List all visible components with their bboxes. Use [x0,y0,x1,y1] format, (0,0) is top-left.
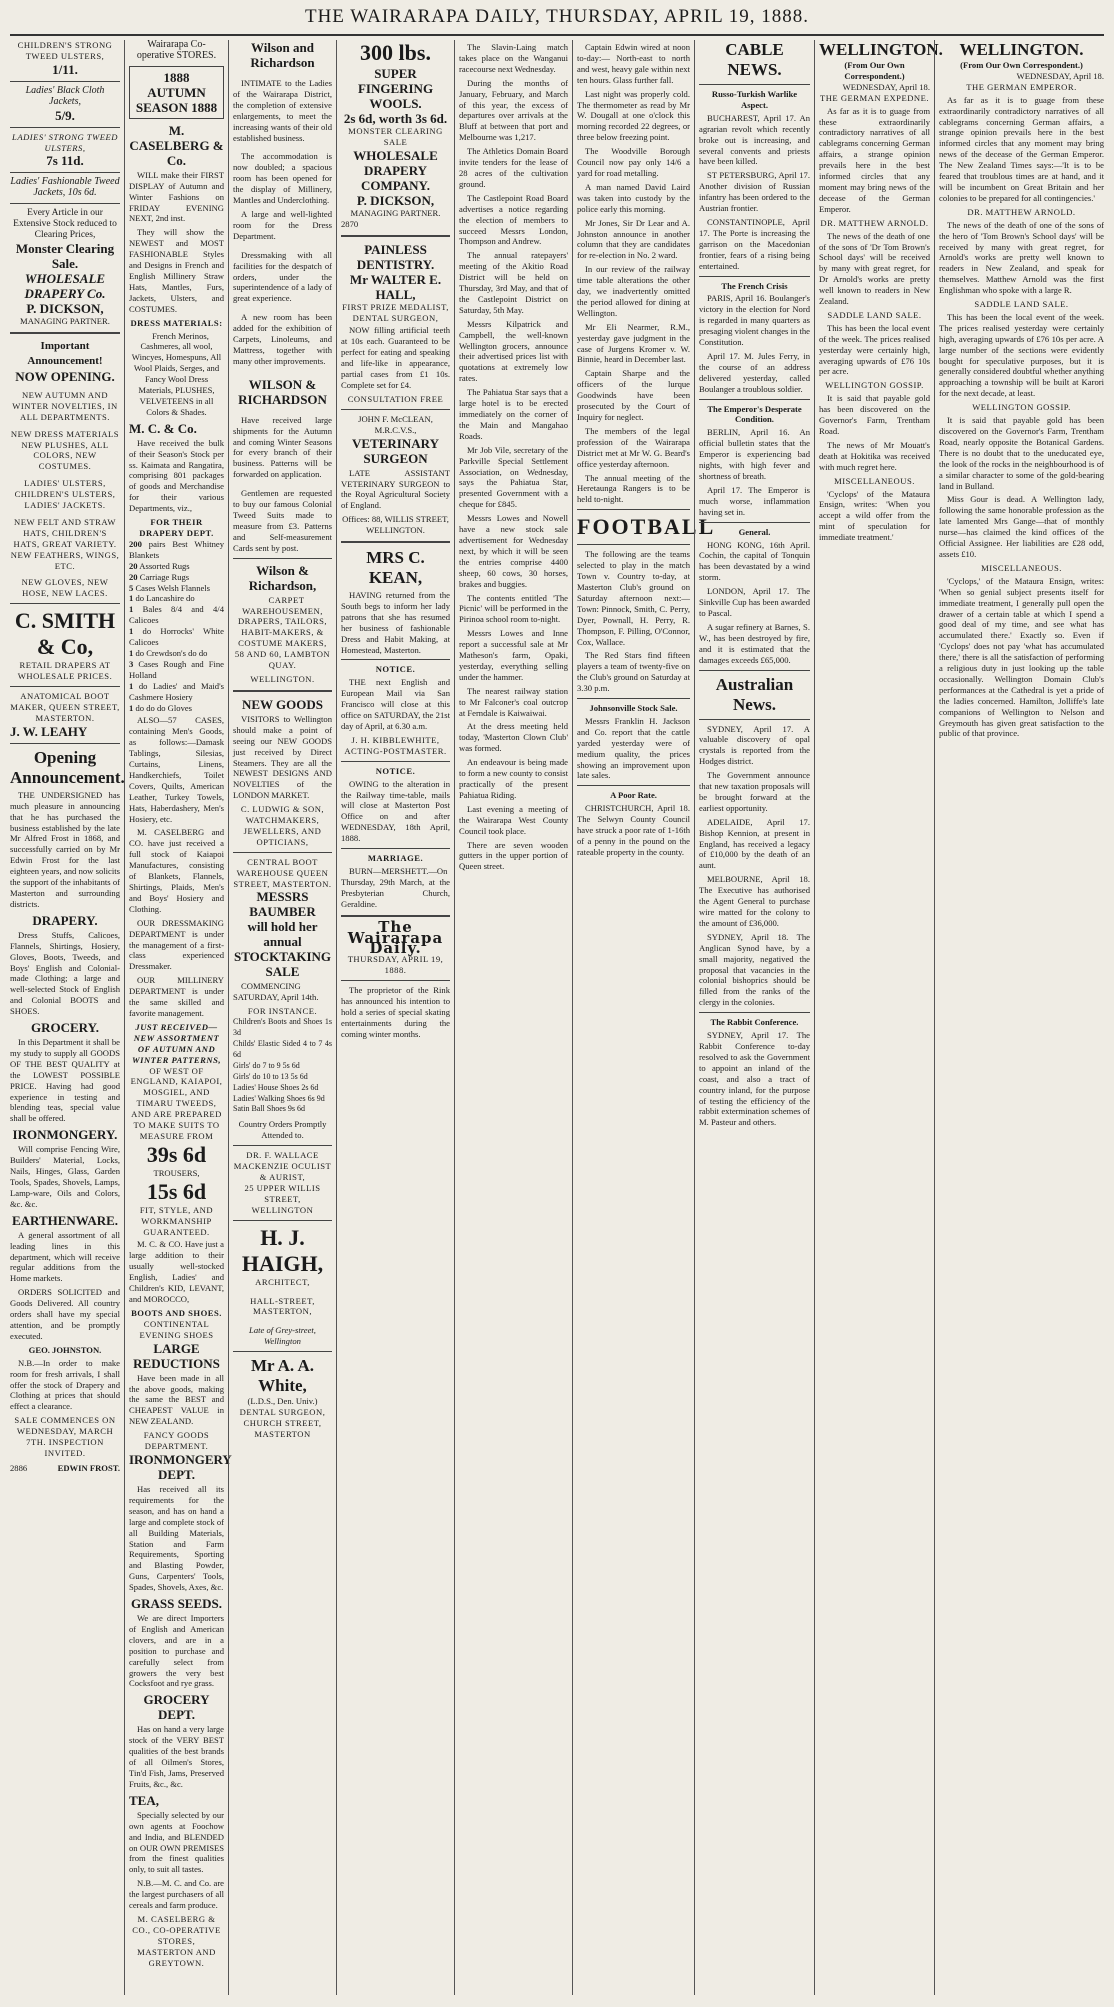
notice-text: THE next English and European Mail via San Francisco will close at this office on SATURDAY, the 21st day of April, at 6.30 a.m. [341,677,450,731]
grass-text: We are direct Importers of English and American clovers, and are in a position to purchase and carefully select from growers the very best Cocksfoot and rye grass. [129,1613,224,1689]
drapery-head: DRAPERY. [32,912,98,928]
drapery-item: 1 Bales 8/4 and 4/4 Calicoes [129,604,224,626]
column-9 [934,40,1108,1995]
boots-head: BOOTS AND SHOES. [131,1307,222,1318]
jewellers: C. LUDWIG & SON, WATCHMAKERS, JEWELLERS, AND OPTICIANS, [240,804,325,847]
drapery-item: 1 do Ladies' and Maid's Cashmere Hosiery [129,680,225,702]
wr-intro: INTIMATE to the Ladies of the Wairarapa District, the completion of extensive enlargements, to meet the increasing wants of their old established business. [233,78,332,143]
letter-item: As far as it is to guage from these extraordinarily contradictory narratives of all cablegrams concerning German affairs, a strange opinion prevails here in the best informed circles that any moment may bring news of the decease of the German Emperor. [819,105,930,214]
large-reductions: LARGE REDUCTIONS [133,1340,220,1371]
war-head: Russo-Turkish Warlike Aspect. [711,89,798,110]
wool-qty: 300 lbs. [360,40,431,65]
earthenware-text: A general assortment of all leading lines in this department, which will receive regular additions from the Home markets. [10,1229,120,1284]
column-8 [814,40,943,1995]
cable-item: SYDNEY, April 17. A valuable discovery of opal crystals is reported from the Hodges district. [699,723,810,767]
wr-dressmaking: Dressmaking with all facilities for the despatch of orders, under the superintendence of a lady of great experience. [233,249,332,304]
iron-dept-head: IRONMONGERY DEPT. [129,1451,232,1482]
news-item: The Woodville Borough Council now pay only 14/6 a yard for road metalling. [577,146,690,178]
coop-title: Wairarapa Co-operative STORES. [136,39,217,61]
dentist-text: NOW filling artificial teeth at 10s each. Guaranteed to be perfect for eating and speaking and life-like in appearance, partial cases from £1 10s. Complete set for £4. [341,325,450,390]
caselberg-sig: M. CASELBERG & CO., CO-OPERATIVE STORES, MASTERTON AND GREYTOWN. [132,1913,221,1968]
paper-title: The Wairarapa Daily. [347,917,444,958]
cable-item: A sugar refinery at Barnes, S. W., has been destroyed by fire, and it is estimated that the damages exceeds £65,000. [699,621,810,665]
wr-dress: A large and well-lighted room for the Dress Department. [233,208,332,241]
wellington-sub: (From Our Own Correspondent.) [960,60,1083,70]
leahy-head: ANATOMICAL BOOT MAKER, QUEEN STREET, MASTERTON. [10,691,120,723]
cable-item: The Government announce that new taxation proposals will be brought forward at the earliest opportunity. [699,770,810,813]
announcement-head: Important Announcement! [27,339,103,367]
ad-dickson: P. DICKSON, [26,300,104,316]
wr-patterns: Have received large shipments for the Autumn and coming Winter Seasons for every branch of their business. Patterns will be forwarded on application. [233,414,332,480]
poor-rate-head: A Poor Rate. [610,790,657,801]
letter-item: 'Cyclops,' of the Mataura Ensign, writes: 'When so genial subject presents itself for immediate treatment, I generally pull open the drawer of a certain table at which I spend a good deal of my time, and see what has accumulated there.' Exactly so. Even if 'Cyclops' does not pay 'what has accumulated there,' there is all the satisfaction of performing a religious duty in just looking up the table occasionally. Wellington Domain Club's performances at the Cathedral is yet a pride of the ladies concerned. Hamilton, Jolliffe's late companions of Wellington to Nelson and Greymouth has given great satisfaction to the public of that province. [939,575,1104,739]
wr-gentlemen: Gentlemen are requested to buy our famous Colonial Tweed Suits made to measure from £3. Patterns and Self-measurement Cards sent by post. [233,488,332,553]
german-head-left: THE GERMAN EXPEDNE. [819,92,930,103]
kean-name: MRS C. KEAN, [366,548,425,588]
arnold-head: DR. MATTHEW ARNOLD. [967,206,1076,217]
white-text: DENTAL SURGEON, CHURCH STREET, MASTERTON [239,1407,326,1439]
cable-item: SYDNEY, April 17. The Rabbit Conference to-day resolved to ask the Government to appoint an inland of the coast, and also a tract of country inland, for the purpose of testing the efficiency of the rabbit extermination schemes of M. Pasteur and others. [699,1030,810,1128]
nb-cereals: N.B.—M. C. and Co. are the largest purchasers of all cereals and farm produce. [129,1878,224,1911]
autumn-patterns: JUST RECEIVED—NEW ASSORTMENT OF AUTUMN AND WINTER PATTERNS, [131,1021,222,1065]
misc-head: MISCELLANEOUS. [981,562,1062,573]
column-4 [336,40,454,1995]
ad-clearing-text: Every Article in our Extensive Stock reduced to Clearing Prices, [13,208,117,241]
new-dress: NEW DRESS MATERIALS NEW PLUSHES, ALL COLORS, NEW COSTUMES. [10,428,120,472]
letter-item: It is said that payable gold has been discovered on the Governor's Farm, Trentham Road, nearly opposite the Botanical Gardens. There is no doubt that to the uneducated eye, the look of the rocks in the neighbourhood is of a similar character to some of the gold-bearing land in Bulland. [939,415,1104,491]
trousers-price: 15s 6d [146,1178,207,1204]
poor-rate-text: CHRISTCHURCH, April 18. The Selwyn County Council have struck a poor rate of 1-16th of a penny in the pound on the rateable property in the county. [577,803,690,857]
fancy-goods-head: FANCY GOODS DEPARTMENT. [143,1430,210,1452]
cable-item: ADELAIDE, April 17. Bishop Kennion, at present in England, has received a legacy of £10,000 by the death of an aunt. [699,816,810,871]
mc-text: Have received the bulk of their Season's Stock per ss. Kaimata and Rangatira, comprising 801 packages of goods and Merchandise for their various Departments, viz., [129,437,224,514]
news-item: There are seven wooden gutters in the upper portion of Queen street. [459,839,568,872]
wellington-sub-left: (From Our Own Correspondent.) [844,60,905,81]
ad-code: 2870 [341,218,359,229]
ad-ulsters-price: 1/11. [52,61,78,77]
dickson-name: P. DICKSON, [356,192,435,208]
news-item: Messrs Kilpatrick and Campbell, the well-known Wellington grocers, announce their advertised prices list with quotations at extremely low rates. [459,318,568,384]
german-head: THE GERMAN EMPEROR. [966,81,1077,92]
price-row: Childs' Elastic Sided 4 to 7 4s 6d [233,1039,332,1059]
letter-item: This has been the local event of the week. The prices realised yesterday were certainly high, averaging upwards of £76 10s per acre. A large number of the sections were evidently bought for speculative purposes, but it is generally considered doubtful whether anything approaching a township will be built at Karori for the next decade, at least. [939,311,1104,399]
cable-item: BERLIN, April 16. An official bulletin states that the Emperor is experiencing bad nights, with high fever and shortness of breath. [699,427,810,481]
price-row: Girls' do 10 to 13 5s 6d [233,1071,308,1081]
notice2-text: OWING to the alteration in the Railway time-table, mails will close at Masterton Post Office on and after WEDNESDAY, 18th April, 1888. [341,778,450,844]
football-text-2: The Red Stars find fifteen players a team of twenty-five on the Club's ground on Saturday at 3.30 p.m. [577,650,690,694]
wool-price: 2s 6d, worth 3s 6d. [343,111,448,126]
notice2-head: NOTICE. [375,765,416,776]
column-7 [694,40,814,1995]
ironmongery-text: Will comprise Fencing Wire, Builders' Material, Locks, Nails, Hinges, Glass, Garden Tools, Spades, Shovels, Lamps, Lamp-ware, Oils and Colors, &c. &c. [10,1144,120,1209]
visitors-text: VISITORS to Wellington should make a point of seeing our NEW GOODS just received by Direct Steamers. They are all the NEWEST DESIGNS AND NOVELTIES of the LONDON MARKET. [233,713,332,801]
haigh-name: H. J. HAIGH, [241,1224,324,1276]
ad-jackets: Ladies' Black Cloth Jackets, [25,84,105,107]
ad-jackets-price: 5/9. [55,107,75,123]
drapery-dept-head: FOR THEIR DRAPERY DEPT. [139,517,214,538]
news-item: Mr Jones, Sir Dr Lear and A. Johnston announce in another column that they are candidates for re-election in No. 2 ward. [577,217,690,261]
news-item: The Athletics Domain Board invite tenders for the lease of 28 acres of the cultivation ground. [459,146,568,189]
wr-new-room: A new room has been added for the exhibition of Carpets, Linoleums, and Mattress, together with many other improvements. [233,312,332,366]
smith-sub: RETAIL DRAPERS AT WHOLESALE PRICES. [17,660,113,682]
emperor-head: The Emperor's Desperate Condition. [707,403,802,425]
drapery-item: 1 do do do Gloves [129,702,193,713]
gossip-head: WELLINGTON GOSSIP. [972,402,1071,413]
wr-city: WELLINGTON. [250,673,315,684]
letter-item: It is said that payable gold has been discovered on the Governor's Farm, Trentham Road. [819,393,930,436]
news-item: The contents entitled 'The Picnic' will be performed in the Pirinoa school room to-night. [459,592,568,625]
painless-dentistry: PAINLESS DENTISTRY. [356,241,435,272]
ad-ladies-ulsters-price: 7s 11d. [46,153,84,169]
news-item: Mr Eli Nearmer, R.M., yesterday gave judgment in the case of Jurgens Kromer v. W. Binnie, heard in December last. [577,321,690,365]
new-gloves: NEW GLOVES, NEW HOSE, NEW LACES. [21,577,109,599]
wr-title: Wilson and Richardson [250,40,315,70]
wool-super: SUPER FINGERING WOOLS. [357,66,434,111]
news-item: Captain Edwin wired at noon to-day:— North-east to north and west, heavy gale within next ten hours. Glass further fall. [577,42,690,85]
news-item: During the months of January, February, and March of this year, the excess of departures over arrivals at the Bluff at between that port and Melbourne was 1,217. [459,77,568,143]
french-crisis-head: The French Crisis [721,280,788,291]
grass-head: GRASS SEEDS. [130,1596,223,1612]
tea-head: TEA, [129,1792,159,1808]
news-item: At the dress meeting held today, 'Masterton Clown Club' was formed. [459,721,568,754]
letter-item: The news of Mr Mouatt's death at Hokitika was received with much regret here. [819,439,930,472]
haigh-role: ARCHITECT, [255,1276,310,1287]
ad-dickson-role: MANAGING PARTNER. [20,315,110,326]
large-reductions-text: Have been made in all the above goods, making the same the BEST and CHEAPEST VALUE in NEW ZEALAND. [129,1372,224,1427]
also-text: ALSO—57 CASES, containing Men's Goods, as follows:—Damask Tablings, Silesias, Curtains, Linens, Handkerchiefs, Toilet Covers, Quilts, American Leather, Turkey Towels, Hats, Haberdashery, Men's Hosiery, etc. [129,715,224,824]
grocery-dept-head: GROCERY DEPT. [143,1692,210,1723]
column-6 [572,40,716,1995]
news-item: The Pahiatua Star says that a large hotel is to be erected immediately on the corner of the Main and Mangahao Roads. [459,387,568,441]
column-3 [228,40,336,1995]
letter-item: The news of the death of one of the sons of the hero of 'Tom Brown's School days' will be received by many with great regret, for Arnold's works are pretty well known to readers in New Zealand, and speak for themselves. Matthew Arnold was the first Englishman who spoke with a large R. [939,219,1104,296]
millinery-text: OUR MILLINERY DEPARTMENT is under the same skilled and favorite management. [129,975,224,1018]
football-text: The following are the teams selected to play in the match Town v. Country to-day, at Masterton Club's ground on Saturday afternoon next:—Town: Pinnock, Smith, C. Perry, Dyer, Pownall, H. Perry, R. Thompson, F. Pilling, O'Connor, Cox, Wallace. [577,549,690,647]
cable-news-head: CABLE NEWS. [725,40,784,79]
wr-firm-2-text: CARPET WAREHOUSEMEN, DRAPERS, TAILORS, HABIT-MAKERS, & COSTUME MAKERS, 58 AND 60, LAMBTON QUAY. [234,594,331,671]
earthenware-head: EARTHENWARE. [11,1212,119,1228]
drapery-item: 20 Assorted Rugs [129,560,190,571]
mc-head: M. C. & Co. [129,420,197,436]
caselberg-newest: They will show the NEWEST and MOST FASHIONABLE Styles and Designs in French and English Millinery Straw Hats, Mantles, Furs, Jackets, Ulsters, and COSTUMES. [129,227,224,314]
letter-item: Miss Gour is dead. A Wellington lady, following the same honorable profession as the late lamented Mrs Gange—that of monthly nurse—has claimed the kind offices of the Official Assignee. Her liabilities are £28 odd, assets £10. [939,494,1104,559]
tea-text: Specially selected by our own agents at Foochow and India, and BLENDED on OUR OWN PREMISES from the finest qualities only, to suit all tastes. [129,1809,224,1875]
trousers-label: TROUSERS, [153,1167,200,1178]
news-item: Captain Sharpe and the officers of the lurque Goodwinds have been prosecuted by the Court of Inquiry for neglect. [577,368,690,422]
news-item: Mr Job Vile, secretary of the Parkville Special Settlement Association, on Wednesday, says the Pahiatua Star, presented Government with a cheque for £845. [459,444,568,510]
news-item: The Castlepoint Road Board advertises a notice regarding the election of members to succeed Messrs London, Thompson and Andrew. [459,192,568,247]
cable-item: SYDNEY, April 18. The Anglican Synod have, by a small majority, negatived the proposal that vacancies in the colonial bishoprics should be filled from the ranks of the clergy in the colonies. [699,931,810,1008]
rabbit-head: The Rabbit Conference. [710,1017,799,1028]
grocery-text: In this Department it shall be my study to supply all GOODS OF THE BEST QUALITY at the LOWEST POSSIBLE PRICE. Having had good experience in testing and blending teas, special value shall be offered. [10,1037,120,1124]
boot-warehouse: CENTRAL BOOT WAREHOUSE QUEEN STREET, MASTERTON. [233,856,332,889]
masthead-rule [10,34,1104,36]
column-5 [454,40,572,1995]
general-head: General. [738,526,771,537]
oculist: DR. F. WALLACE MACKENZIE OCULIST & AURIST, [233,1150,332,1182]
wr-accom: The accommodation is now doubled; a spacious room has been opened for the display of Millinery, Mantles and Underclothing. [233,151,332,206]
notice-head: NOTICE. [375,664,416,675]
new-hats: NEW FELT AND STRAW HATS, CHILDREN'S HATS, GREAT VARIETY. NEW FEATHERS, WINGS, ETC. [10,516,120,571]
caselberg-kaiapoi: M. CASELBERG and CO. have just received a full stock of Kaiapoi Manufactures, consisting of Blankets, Flannels, Shirtings, Plaids, Men's and Boys' Hosiery and Clothing. [129,827,224,914]
masthead: THE WAIRARAPA DAILY, THURSDAY, APRIL 19, 1888. [304,6,810,27]
dressmaking-text: OUR DRESSMAKING DEPARTMENT is under the management of a first-class experienced Dressmaker. [129,917,224,972]
football-head: FOOTBALL [577,514,716,540]
drapery-item: 1 do Horrocks' White Calicoes [129,626,224,648]
drapery-item: 3 Cases Rough and Fine Holland [129,658,224,680]
drapery-item: 1 do Lancashire do [129,593,195,604]
white-name: Mr A. A. White, [251,1356,314,1396]
cable-item: April 17. M. Jules Ferry, in the course of an address delivered yesterday, called Boulanger a troublous soldier. [699,350,810,394]
caselberg-name: M. CASELBERG & Co. [129,122,224,168]
news-item: The Slavin-Laing match takes place on the Wanganui racecourse next Wednesday. [459,42,568,74]
news-item: The annual meeting of the Heretaunga Rangers is to be held to-night. [577,472,690,505]
dress-materials-head: DRESS MATERIALS: [130,317,223,328]
for-instance: FOR INSTANCE. [247,1006,318,1017]
cable-item: BUCHAREST, April 17. An agrarian revolt which recently broke out is increasing, and several convents and priests have been killed. [699,112,810,167]
paper-date: THURSDAY, APRIL 19, 1888. [347,954,444,976]
white-sub: (L.D.S., Den. Univ.) [247,1396,318,1407]
news-item: The members of the legal profession of the Wairarapa District met at Mr W. G. Beard's office yesterday afternoon. [577,425,690,469]
wholesale-company: WHOLESALE DRAPERY COMPANY. [353,147,438,193]
kibblewhite-sig: J. H. KIBBLEWHITE, ACTING-POSTMASTER. [344,734,447,756]
australian-news-head: Australian News. [715,674,794,714]
gossip-head-left: WELLINGTON GOSSIP. [825,380,924,391]
column-1 [6,40,124,1995]
letter-item: As far as it is to guage from these extraordinarily contradictory narratives of all cablegrams concerning German affairs, a strange opinion prevails here in the best informed circles that any moment may bring news of the decease of the German Emperor. The New Zealand Times says:—'It is to be feared that troublous times are at hand, and it will be incumbent on Great Britain and her colonies to be prepared for all contingencies.' [939,94,1104,203]
haigh-late: Late of Grey-street, Wellington [249,1325,316,1347]
sale-head: SADDLE LAND SALE. [974,299,1069,310]
letter-item: This has been the local event of the week. The prices realised yesterday were certainly high, averaging upwards of £76 10s per acre. [819,322,930,377]
drapery-item: 1 do Crewdson's do do [129,647,208,658]
sale-head-left: SADDLE LAND SALE. [827,309,922,320]
undersigned-text: THE UNDERSIGNED has much pleasure in announcing that he has purchased the business established by the late Mr Alfred Frost in 1868, and successfully carried on by Mr Edwin Frost for the last eighteen years, and now solicits the support of the inhabitants of Masterton and surrounding districts. [10,789,120,909]
hall-sub: FIRST PRIZE MEDALIST, DENTAL SURGEON, [342,301,449,323]
wellington-head: WELLINGTON. [959,40,1084,59]
price-row: Ladies' House Shoes 2s 6d [233,1082,319,1092]
price-row: Girls' do 7 to 9 5s 6d [233,1060,300,1070]
oculist-addr: 25 UPPER WILLIS STREET, WELLINGTON [244,1182,321,1215]
grocery-head: GROCERY. [30,1020,100,1036]
grocery-dept-text: Has on hand a very large stock of the VERY BEST qualities of the best brands of all Oilmen's Stores, Tin'd Fish, Jams, Preserved Fruits, &c., &c. [129,1724,224,1789]
marriage-text: BURN—MERSHETT.—On Thursday, 29th March, at the Presbyterian Church, Geraldine. [341,865,450,909]
wellington-head-left: WELLINGTON. [819,40,943,59]
consultation: CONSULTATION FREE [347,393,444,404]
ad-wholesale: WHOLESALE DRAPERY Co. [24,270,106,301]
continental-shoes: CONTINENTAL EVENING SHOES [139,1318,214,1340]
cable-item: LONDON, April 17. The Sinkville Cup has been awarded to Pascal. [699,586,810,618]
drapery-item: 5 Cases Welsh Flannels [129,582,211,593]
leader-text: The proprietor of the Rink has announced his intention to hold a series of special skating entertainments during the coming winter months. [341,985,450,1039]
wr-firm: WILSON & RICHARDSON [238,376,327,407]
ad-ulsters-title: CHILDREN'S STRONG TWEED ULSTERS, [17,40,113,61]
news-item: An endeavour is being made to form a new county to consist practically of the present Pahiatua Riding. [459,757,568,800]
vet-addr: Offices: 88, WILLIS STREET, WELLINGTON. [342,514,449,536]
johnsonville-text: Messrs Franklin H. Jackson and Co. report that the cattle yarded yesterday were of medium quality, the prices showing an improvement upon late sales. [577,715,690,781]
baumber-name: MESSRS BAUMBER [249,889,316,920]
news-item: A man named David Laird was taken into custody by the police early this morning. [577,181,690,214]
frost-sig: EDWIN FROST. [57,1462,120,1473]
new-goods: NEW AUTUMN AND WINTER NOVELTIES, IN ALL DEPARTMENTS. [12,389,118,422]
drapery-item: 20 Carriage Rugs [129,571,190,582]
news-item: Messrs Lowes and Nowell have a new stock sale advertisement for Wednesday next, by which it will be seen the entries comprise 4400 sheep, 60 cows, 30 horses, brakes and buggies. [459,513,568,589]
boots-text: M. C. & CO. Have just a large addition to their usually well-stocked English, Ladies' and Children's KID, LEVANT, and MOROCCO, [129,1239,224,1304]
ad-monster-sale: Monster Clearing Sale. [15,240,115,271]
smith-name: C. SMITH & Co, [14,608,116,660]
hall-name: Mr WALTER E. HALL, [349,271,442,302]
wr-firm-2: Wilson & Richardson, [248,562,317,593]
iron-dept-text: Has received all its requirements for the season, and has on hand a large and complete stock of all Building Materials, Station and Farm Requirements, Sporting and Blasting Powder, Guns, Carpenters' Tools, Spades, Shovels, Axes, &c. [129,1483,224,1593]
orders-text: ORDERS SOLICITED and Goods Delivered. All country orders shall have my special attention, and be promptly executed. [10,1287,120,1341]
leahy-name: J. W. LEAHY [10,723,88,739]
vet-text: LATE ASSISTANT VETERINARY SURGEON to the Royal Agricultural Society of England. [341,467,450,511]
monster-sale: MONSTER CLEARING SALE [348,126,443,147]
drapery-item: 200 pairs Best Whitney Blankets [129,538,225,560]
cable-item: MELBOURNE, April 18. The Executive has authorised the Agent General to purchase wire matted for the colony to the amount of £36,000. [699,874,810,928]
price-row: Children's Boots and Shoes 1s 3d [233,1017,332,1038]
caselberg-intro: WILL make their FIRST DISPLAY of Autumn and Winter Fashions on FRIDAY EVENING NEXT, 2nd inst. [129,169,224,224]
price-row: Ladies' Walking Shoes 6s 9d [233,1093,325,1103]
cable-item: April 17. The Emperor is much worse, inflammation having set in. [699,484,810,517]
sale-text: COMMENCING SATURDAY, April 14th. [233,981,319,1003]
cable-item: PARIS, April 16. Boulanger's victory in the election for Nord is regarded in many quarters as presaging violent changes in the Constitution. [699,293,810,348]
dress-materials-list: French Merinos, Cashmeres, all wool, Wincyes, Homespuns, All Wool Plaids, Serges, and Fancy Wool Dress Materials, PLUSHES, VELVETEENS in all Colors & Shades. [131,330,222,417]
fit-guarantee: FIT, STYLE, AND WORKMANSHIP GUARANTEED. [139,1204,214,1237]
misc-head-left: MISCELLANEOUS. [834,475,915,486]
season-banner: 1888 AUTUMN SEASON 1888 [129,66,224,119]
now-opening: NOW OPENING. [15,368,115,384]
kean-text: HAVING returned from the South begs to inform her lady patrons that she has resumed her business of fashionable Dress and Habit Making, at Homestead, Masterton. [341,590,450,655]
vet-head: VETERINARY SURGEON [352,435,439,466]
suit-price: 39s 6d [146,1141,207,1167]
column-2 [124,39,232,1995]
ad-ladies-ulsters: LADIES' STRONG TWEED ULSTERS, [12,131,118,153]
ad-tweed-jackets: Ladies' Fashionable Tweed Jackets, 10s 6d. [10,176,120,199]
wellington-date-left: WEDNESDAY, April 18. [842,81,930,92]
drapery-items [129,539,224,714]
letter-item: 'Cyclops' of the Mataura Ensign, writes: 'When you accept a wild offer from the mint of speculation for immediate treatment.' [819,488,930,543]
news-item: Last night was properly cold. The thermometer as read by Mr W. Dougall at one o'clock this morning recorded 22 degrees, or three below freezing point. [577,88,690,143]
haigh-addr: HALL-STREET, MASTERTON, [250,1295,315,1317]
country-orders: Country Orders Promptly Attended to. [238,1119,327,1141]
dickson-role: MANAGING PARTNER. [350,207,441,218]
new-ulsters: LADIES' ULSTERS, CHILDREN'S ULSTERS, LADIES' JACKETS. [14,478,116,511]
tweeds-text: OF WEST OF ENGLAND, KAIAPOI, MOSGIEL, AND TIMARU TWEEDS, AND ARE PREPARED TO MAKE SUITS TO MEASURE FROM [130,1065,223,1141]
nb-text: N.B.—In order to make room for fresh arrivals, I shall offer the stock of Drapery and Clothing at prices that should effect a clearance. [10,1357,120,1412]
cable-item: CONSTANTINOPLE, April 17. The Porte is increasing the garrison on the Macedonian frontier, fears of a rising being entertained. [699,216,810,271]
ironmongery-head: IRONMONGERY. [12,1127,118,1143]
drapery-text: Dress Stuffs, Calicoes, Flannels, Shirtings, Hosiery, Gloves, Boots, Tweeds, and Boys' English and Colonial-made Clothing; a large and well-selected Stock of English and Colonial BOOTS and SHOES. [10,929,120,1017]
mclean-name: JOHN F. McCLEAN, M.R.C.V.S., [358,413,433,435]
code: 2886 [10,1462,28,1473]
news-item: In our review of the railway time table alterations the other day, we inadvertently omitted the period allowed for dining at Wellington. [577,264,690,318]
price-list [233,1017,332,1115]
letter-item: The news of the death of one of the sons of 'Dr Tom Brown's School days' will be received by many with great regret, for Dr Arnold's works are pretty well known to readers in New Zealand. [819,230,930,307]
cable-item: HONG KONG, 16th April. Cochin, the capital of Tonquin has been devastated by a wind storm. [699,539,810,583]
arnold-head-left: DR. MATTHEW ARNOLD. [820,217,929,228]
opening-announcement: Opening Announcement. [10,747,125,787]
stocktaking-sale: will hold her annual STOCKTAKING SALE [233,919,332,980]
price-row: Satin Ball Shoes 9s 6d [233,1104,306,1114]
news-item: Last evening a meeting of the Wairarapa West County Council took place. [459,803,568,836]
johnsonville-head: Johnsonville Stock Sale. [589,703,678,714]
new-goods-head: NEW GOODS [241,696,324,712]
news-item: The nearest railway station to Mr Falconer's coal outcrop at Ferndale is Kaiwaiwai. [459,685,568,718]
johnston-sig: GEO. JOHNSTON. [28,1344,102,1355]
wellington-date: WEDNESDAY, April 18. [1016,70,1104,81]
cable-item: ST PETERSBURG, April 17. Another division of Russian infantry has been ordered to the Austrian frontier. [699,170,810,214]
marriage-head: MARRIAGE. [367,853,424,864]
news-item: The annual ratepayers' meeting of the Akitio Road District will be held on Thursday, 3rd May, and that of the Castlepoint District on Saturday, 5th May. [459,250,568,315]
sale-commences: SALE COMMENCES ON WEDNESDAY, MARCH 7TH. INSPECTION INVITED. [14,1415,116,1458]
news-item: Messrs Lowes and Inne report a successful sale at Mr Matheson's farm, Opaki, yesterday, everything selling under the hammer. [459,628,568,682]
